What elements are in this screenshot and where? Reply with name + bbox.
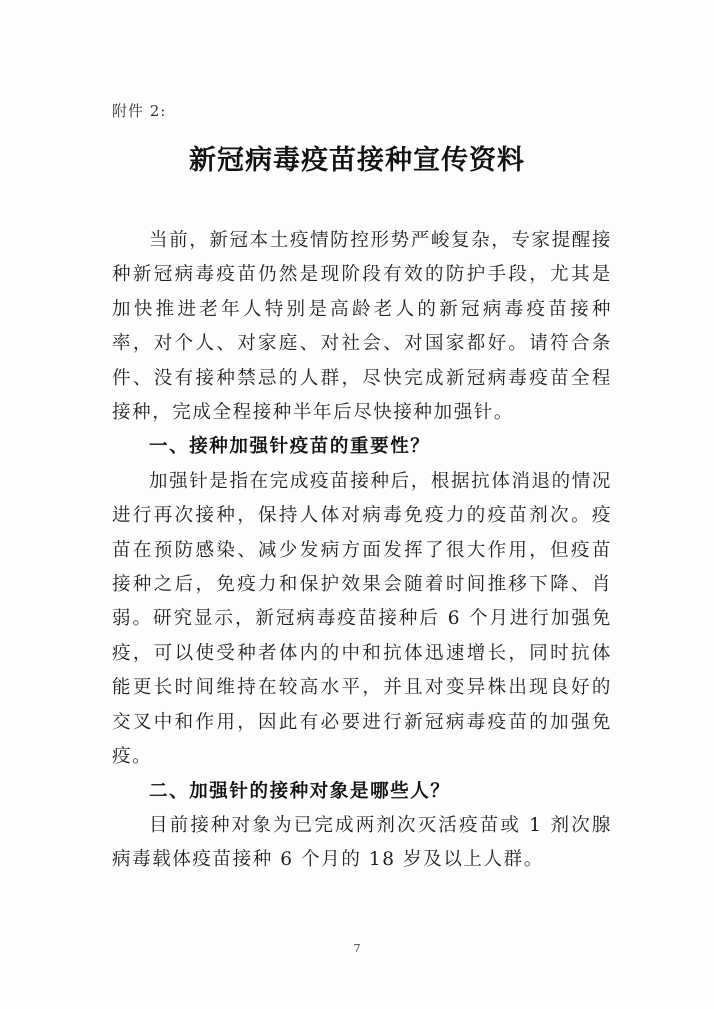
document-title: 新冠病毒疫苗接种宣传资料 [189,145,525,176]
section-heading-importance: 一、接种加强针疫苗的重要性？ [149,436,431,458]
section-paragraph-importance: 加强针是指在完成疫苗接种后，根据抗体消退的情况进行再次接种，保持人体对病毒免疫力的疫苗剂次。疫苗在预防感染、减少发病方面发挥了很大作用，但疫苗接种之后，免疫力和保护效果会随着时间推移下降、肖弱。研究显示，新冠病毒疫苗接种后 6 个月进行加强免疫，可以使受种者体内的中和抗体迅速增长，同时抗体能更长时间维持在较高水平，并且对变异株出现良好的交叉中和作用，因此有必要进行新冠病毒疫苗的加强免疫。 [112,470,612,768]
intro-paragraph: 当前，新冠本土疫情防控形势严峻复杂，专家提醒接种新冠病毒疫苗仍然是现阶段有效的防护手段，尤其是加快推进老年人特别是高龄老人的新冠病毒疫苗接种率，对个人、对家庭、对社会、对国家都好。请符合条件、没有接种禁忌的人群，尽快完成新冠病毒疫苗全程接种，完成全程接种半年后尽快接种加强针。 [112,230,612,424]
section-paragraph-target-group: 目前接种对象为已完成两剂次灭活疫苗或 1 剂次腺病毒载体疫苗接种 6 个月的 18 岁及以上人群。 [112,814,612,871]
attachment-label: 附件 2: [112,102,167,120]
page-number: 7 [353,942,361,955]
section-heading-target-group: 二、加强针的接种对象是哪些人？ [149,780,451,802]
document-body [112,224,612,878]
